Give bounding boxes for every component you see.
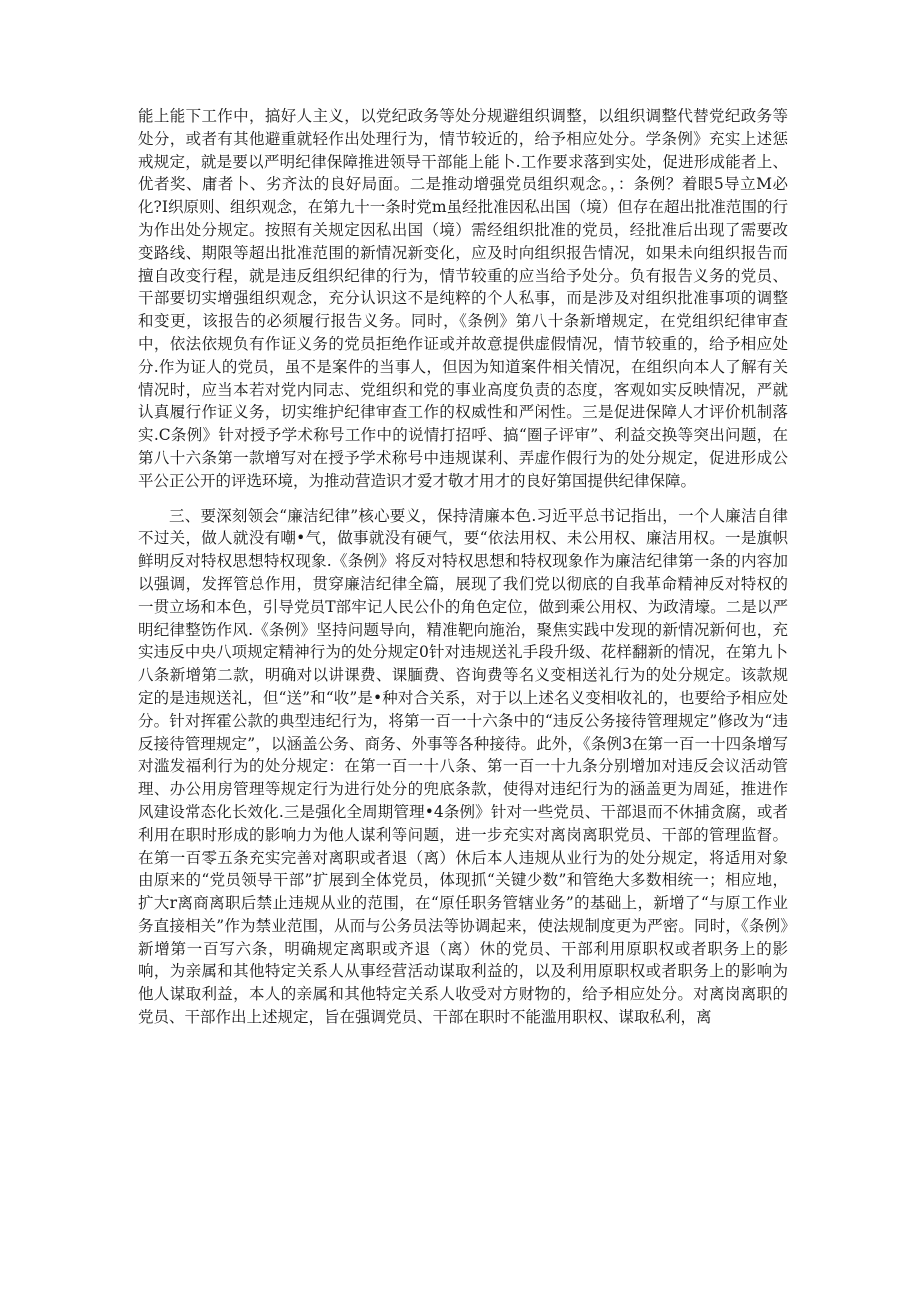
paragraph-body-1: 能上能下工作中，搞好人主义，以党纪政务等处分规避组织调整，以组织调整代替党纪政务等处分，或者有其他避重就轻作出处理行为，情节较近的，给予相应处分。学条例》充实上述惩戒规定，就是要以严明纪律保障推进领导干部能上能卜.工作要求落到实处，促进形成能者上、优者奖、庸者卜、劣齐汰的良好局面。二是推动增强党员组织观念。，：条例？着眼5导立M必化?I织原则、组织观念，在第九十一条时党m虽经批准因私出国（境）但存在超出批准范围的行为作出处分规定。按照有关规定因私出国（境）需经组织批准的党员，经批准后出现了需要改变路线、期限等超出批准范围的新情况新变化，应及时向组织报告情况，如果未向组织报告而擅自改变行程，就是违反组织纪律的行为，情节较重的应当给予处分。负有报告义务的党员、干部要切实增强组织观念，充分认识这不是纯粹的个人私事，而是涉及对组织批准事项的调整和变更，该报告的必须履行报告义务。同时，《条例》第八十条新增规定，在党组织纪律审查中，依法依规负有作证义务的党员拒绝作证或并故意提供虚假情况，情节较重的，给予相应处分.作为证人的党员，虽不是案件的当事人，但因为知道案件相关情况，在组织向本人了解有关情况时，应当本若对党内同志、党组织和党的事业高度负责的态度，客观如实反映情况，严就认真履行作证义务，切实维护纪律审查工作的权威性和严闲性。三是促进保障人才评价机制落实.C条例》针对授予学术称号工作中的说情打招呼、搞“圈子评审”、利益交换等突出问题，在第八十六条第一款增写对在授予学术称号中违规谋利、弄虚作假行为的处分规定，促进形成公平公正公开的评选环境，为推动营造识才爱才敬才用才的良好第国提供纪律保障。 — [138, 107, 788, 490]
paragraph-body-2: 三、要深刻领会“廉洁纪律”核心要义，保持清廉本色.习近平总书记指出，一个人廉洁自律不过关，做人就没有嘲•气，做事就没有硬气，要“依法用权、未公用权、廉洁用权。一是旗帜鲜明反对特权思想特权现象.《条例》将反对特权思想和特权现象作为廉洁纪律第一条的内容加以强调，发挥管总作用，贯穿廉洁纪律全篇，展现了我们党以彻底的自我革命精神反对特权的一贯立场和本色，引导党员T部牢记人民公仆的角色定位，做到乘公用权、为政清壕。二是以严明纪律整饬作风.《条例》坚持问题导向，精准靶向施治，聚焦实践中发现的新情况新何也，充实违反中央八项规定精神行为的处分规定0针对违规送礼手段升级、花样翻新的情况，在第九卜八条新增第二款，明确对以讲课费、课腼费、咨询费等名义变相送礼行为的处分规定。该款规定的是违规送礼，但“送”和“收”是•种对合关系，对于以上述名义变相收礼的，也要给予相应处分。针对挥霍公款的典型违纪行为，将第一百一十六条中的“违反公务接待管理规定”修改为“违反接待管理规定”，以涵盖公务、商务、外事等各种接待。此外，《条例3在第一百一十四条增写对滥发福利行为的处分规定：在第一百一十八条、第一百一十九条分别增加对违反会议活动管理、办公用房管理等规定行为进行处分的兜底条款，使得对违纪行为的涵盖更为周延，推进作风建设常态化长效化.三是强化全周期管理•4条例》针对一些党员、干部退而不休捕贪腐，或者利用在职时形成的影响力为他人谋利等问题，进一步充实对离岗离职党员、干部的管理监督。在第一百零五条充实完善对离职或者退（离）休后本人违规从业行为的处分规定，将适用对象由原来的“党员领导干部”扩展到全体党员，体现抓“关键少数”和管绝大多数相统一；相应地，扩大r离商离职后禁止违规从业的范围，在“原任职务管辖业务”的基础上，新增了“与原工作业务直接相关”作为禁业范围，从而与公务员法等协调起来，使法规制度更为严密。同时，《条例》新增第一百写六条，明确规定离职或齐退（离）休的党员、干部利用原职权或者职务上的影响，为亲属和其他特定关系人从事经营活动谋取利益的，以及利用原职权或者职务上的影响为他人谋取利益，本人的亲属和其他特定关系人收受对方财物的，给予相应处分。对离岗离职的党员、干部作出上述规定，旨在强调党员、干部在职时不能滥用职权、谋取私利，离 — [138, 506, 788, 1027]
document-page — [138, 105, 788, 1029]
